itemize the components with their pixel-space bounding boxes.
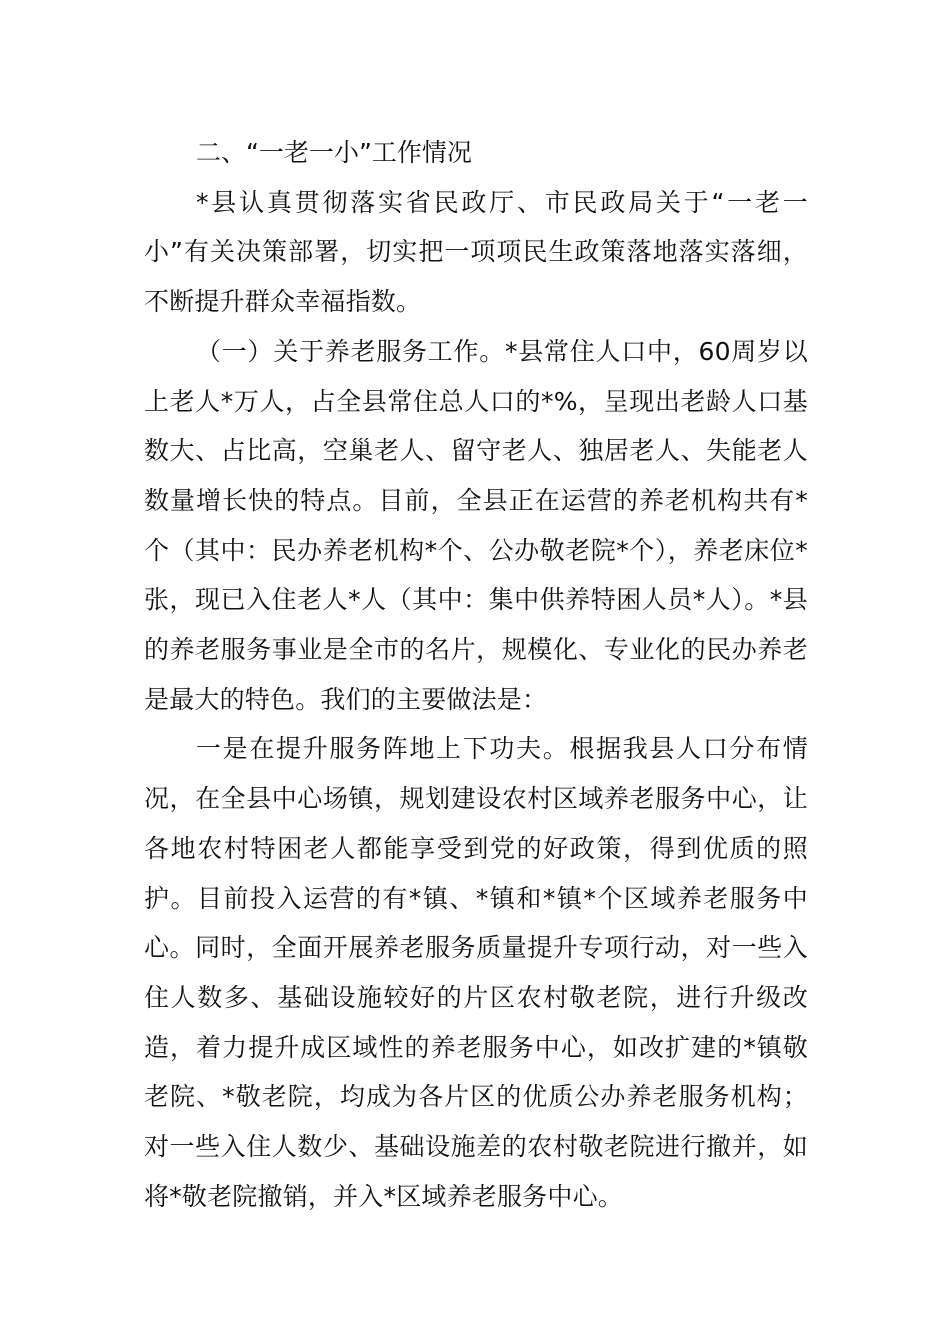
section-heading: 二、“一老一小”工作情况	[196, 138, 472, 167]
intro-paragraph: *县认真贯彻落实省民政厅、市民政局关于“一老一小”有关决策部署，切实把一项项民生政策落地落实落细，不断提升群众幸福指数。	[144, 187, 808, 317]
document-body	[144, 128, 808, 1221]
service-facility-paragraph: 一是在提升服务阵地上下功夫。根据我县人口分布情况，在全县中心场镇，规划建设农村区域养老服务中心，让各地农村特困老人都能享受到党的好政策，得到优质的照护。目前投入运营的有*镇、*镇和*镇*个区域养老服务中心。同时，全面开展养老服务质量提升专项行动，对一些入住人数多、基础设施较好的片区农村敬老院，进行升级改造，着力提升成区域性的养老服务中心，如改扩建的*镇敬老院、*敬老院，均成为各片区的优质公办养老服务机构；对一些入住人数少、基础设施差的农村敬老院进行撤并，如将*敬老院撤销，并入*区域养老服务中心。	[144, 734, 808, 1211]
elderly-care-paragraph: （一）关于养老服务工作。*县常住人口中，60周岁以上老人*万人，占全县常住总人口的*%，呈现出老龄人口基数大、占比高，空巢老人、留守老人、独居老人、失能老人数量增长快的特点。目前，全县正在运营的养老机构共有*个（其中：民办养老机构*个、公办敬老院*个），养老床位*张，现已入住老人*人（其中：集中供养特困人员*人）。*县的养老服务事业是全市的名片，规模化、专业化的民办养老是最大的特色。我们的主要做法是：	[144, 336, 808, 714]
